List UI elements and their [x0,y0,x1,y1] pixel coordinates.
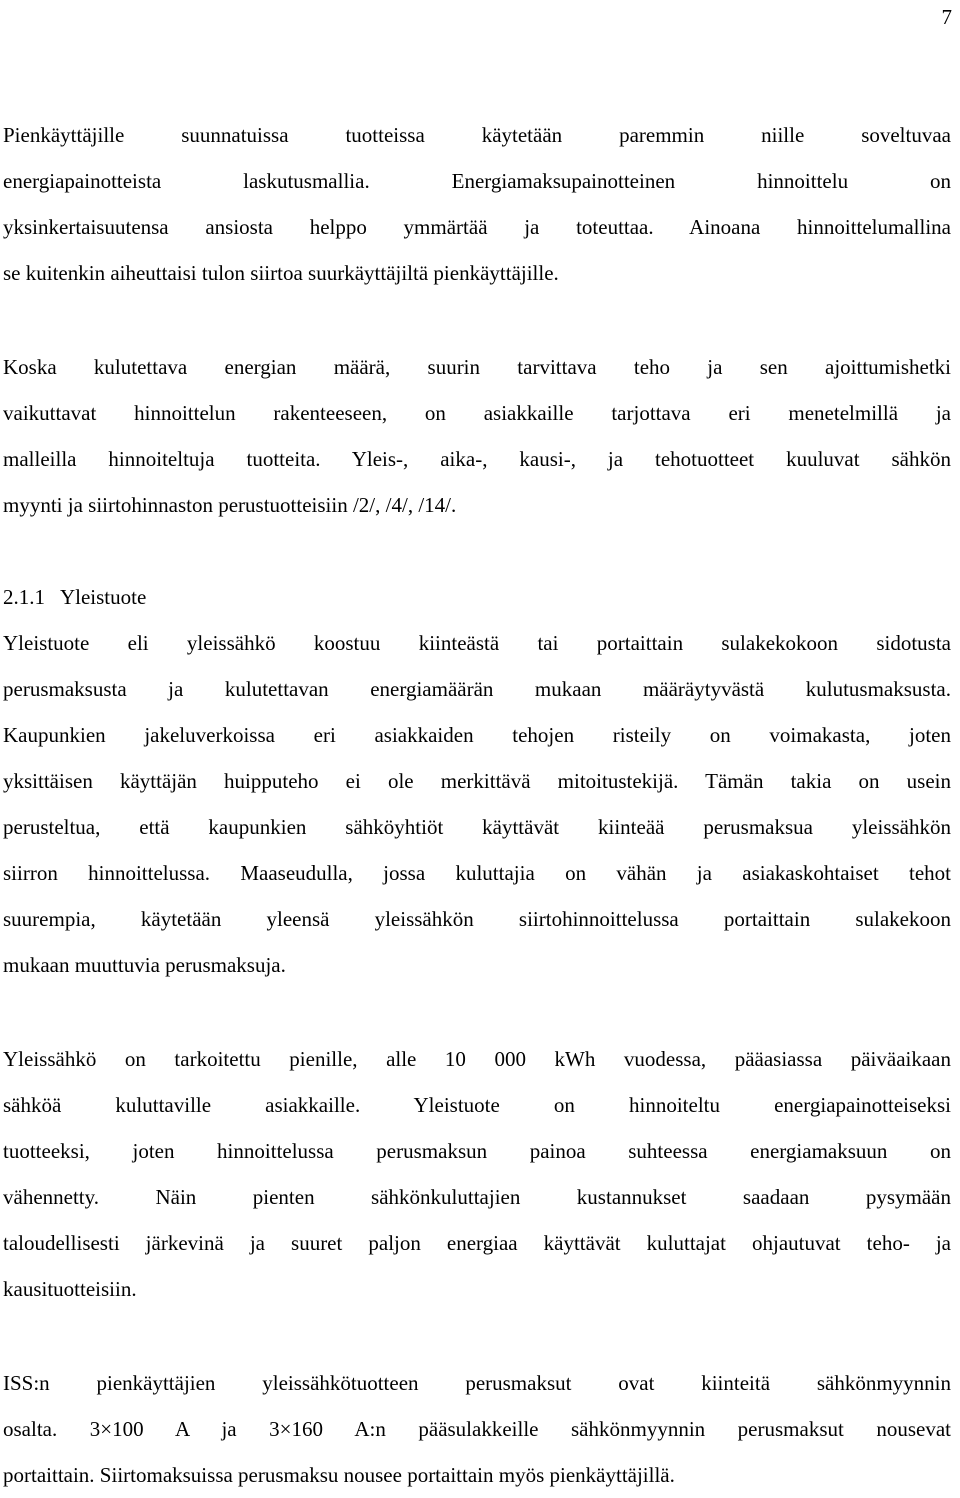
text-line: yksittäisen käyttäjän huipputeho ei ole merkittävä mitoitustekijä. Tämän takia on usein [3,769,951,793]
text-line: energiapainotteista laskutusmallia. Energiamaksupainotteinen hinnoittelu on [3,169,951,193]
text-line: kausituotteisiin. [3,1277,137,1301]
paragraph-small-consumers [3,1036,951,1312]
text-line: Yleissähkö on tarkoitettu pienille, alle 10 000 kWh vuodessa, pääasiassa päiväaikaan [3,1047,951,1071]
paragraph-pricing-models [3,112,951,296]
text-line: taloudellisesti järkevinä ja suuret paljon energiaa käyttävät kuluttajat ohjautuvat teho- ja [3,1231,951,1255]
text-line: vaikuttavat hinnoittelun rakenteeseen, on asiakkaille tarjottava eri menetelmillä ja [3,401,951,425]
text-line: mukaan muuttuvia perusmaksuja. [3,953,286,977]
text-line: sähköä kuluttaville asiakkaille. Yleistuote on hinnoiteltu energiapainotteiseksi [3,1093,951,1117]
paragraph-general-product [3,620,951,988]
paragraph-iss-base-fees [3,1360,951,1498]
text-line: Yleistuote eli yleissähkö koostuu kiinteästä tai portaittain sulakekokoon sidotusta [3,631,951,655]
text-line: malleilla hinnoiteltuja tuotteita. Yleis-, aika-, kausi-, ja tehotuotteet kuuluvat sähkön [3,447,951,471]
text-line: vähennetty. Näin pienten sähkönkuluttajien kustannukset saadaan pysymään [3,1185,951,1209]
text-line: portaittain. Siirtomaksuissa perusmaksu nousee portaittain myös pienkäyttäjillä. [3,1463,675,1487]
text-line: siirron hinnoittelussa. Maaseudulla, jossa kuluttajia on vähän ja asiakaskohtaiset tehot [3,861,951,885]
paragraph-product-types [3,344,951,528]
section-heading: 2.1.1 Yleistuote [3,585,147,609]
text-line: perusmaksusta ja kulutettavan energiamäärän mukaan määräytyvästä kulutusmaksusta. [3,677,951,701]
text-line: myynti ja siirtohinnaston perustuotteisiin /2/, /4/, /14/. [3,493,457,517]
text-line: tuotteeksi, joten hinnoittelussa perusmaksun painoa suhteessa energiamaksuun on [3,1139,951,1163]
text-line: Kaupunkien jakeluverkoissa eri asiakkaiden tehojen risteily on voimakasta, joten [3,723,951,747]
text-line: Pienkäyttäjille suunnatuissa tuotteissa käytetään paremmin niille soveltuvaa [3,123,951,147]
text-line: perusteltua, että kaupunkien sähköyhtiöt käyttävät kiinteää perusmaksua yleissähkön [3,815,951,839]
text-line: se kuitenkin aiheuttaisi tulon siirtoa suurkäyttäjiltä pienkäyttäjille. [3,261,559,285]
page-number: 7 [941,5,952,29]
text-line: yksinkertaisuutensa ansiosta helppo ymmärtää ja toteuttaa. Ainoana hinnoittelumallina [3,215,951,239]
text-line: Koska kulutettava energian määrä, suurin tarvittava teho ja sen ajoittumishetki [3,355,951,379]
text-line: suurempia, käytetään yleensä yleissähkön siirtohinnoittelussa portaittain sulakekoon [3,907,951,931]
text-line: ISS:n pienkäyttäjien yleissähkötuotteen perusmaksut ovat kiinteitä sähkönmyynnin [3,1371,951,1395]
text-line: osalta. 3×100 A ja 3×160 A:n pääsulakkeille sähkönmyynnin perusmaksut nousevat [3,1417,951,1441]
